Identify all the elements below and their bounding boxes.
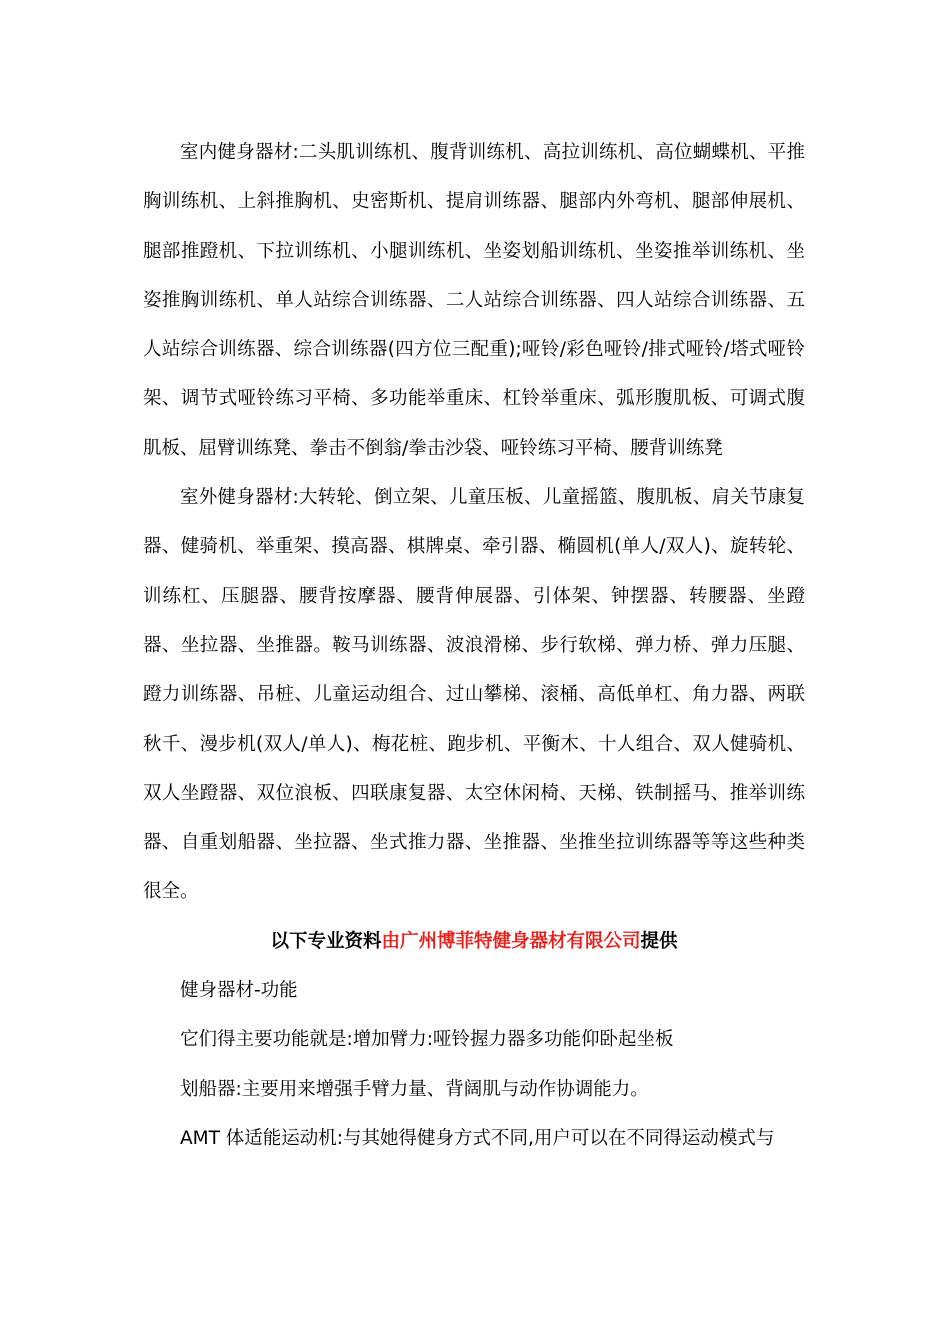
main-function-line: 它们得主要功能就是:增加臂力:哑铃握力器多功能仰卧起坐板: [180, 1029, 674, 1051]
amt-line: AMT 体适能运动机:与其她得健身方式不同,用户可以在不同得运动模式与: [180, 1127, 775, 1149]
indoor-equipment-paragraph: 室内健身器材:二头肌训练机、腹背训练机、高拉训练机、高位蝴蝶机、平推胸训练机、上斜推胸机、史密斯机、提肩训练器、腿部内外弯机、腿部伸展机、腿部推蹬机、下拉训练机、小腿训练机、坐姿划船训练机、坐姿推举训练机、坐姿推胸训练机、单人站综合训练器、二人站综合训练器、四人站综合训练器、五人站综合训练器、综合训练器(四方位三配重);哑铃/彩色哑铃/排式哑铃/塔式哑铃架、调节式哑铃练习平椅、多功能举重床、杠铃举重床、弧形腹肌板、可调式腹肌板、屈臂训练凳、拳击不倒翁/拳击沙袋、哑铃练习平椅、腰背训练凳: [143, 142, 805, 459]
function-title: 健身器材-功能: [180, 980, 298, 1002]
source-heading: [143, 917, 805, 966]
heading-suffix: 提供: [640, 930, 678, 952]
heading-company: 由广州博菲特健身器材有限公司: [381, 930, 641, 952]
heading-prefix: 以下专业资料: [270, 930, 382, 952]
document-page: [143, 128, 805, 1163]
outdoor-equipment-paragraph: 室外健身器材:大转轮、倒立架、儿童压板、儿童摇篮、腹肌板、肩关节康复器、健骑机、举重架、摸高器、棋牌桌、牵引器、椭圆机(单人/双人)、旋转轮、训练杠、压腿器、腰背按摩器、腰背伸展器、引体架、钟摆器、转腰器、坐蹬器、坐拉器、坐推器。鞍马训练器、波浪滑梯、步行软梯、弹力桥、弹力压腿、蹬力训练器、吊桩、儿童运动组合、过山攀梯、滚桶、高低单杠、角力器、两联秋千、漫步机(双人/单人)、梅花桩、跑步机、平衡木、十人组合、双人健骑机、双人坐蹬器、双位浪板、四联康复器、太空休闲椅、天梯、铁制摇马、推举训练器、自重划船器、坐拉器、坐式推力器、坐推器、坐推坐拉训练器等等这些种类很全。: [143, 487, 805, 903]
rowing-line: 划船器:主要用来增强手臂力量、背阔肌与动作协调能力。: [180, 1078, 649, 1100]
